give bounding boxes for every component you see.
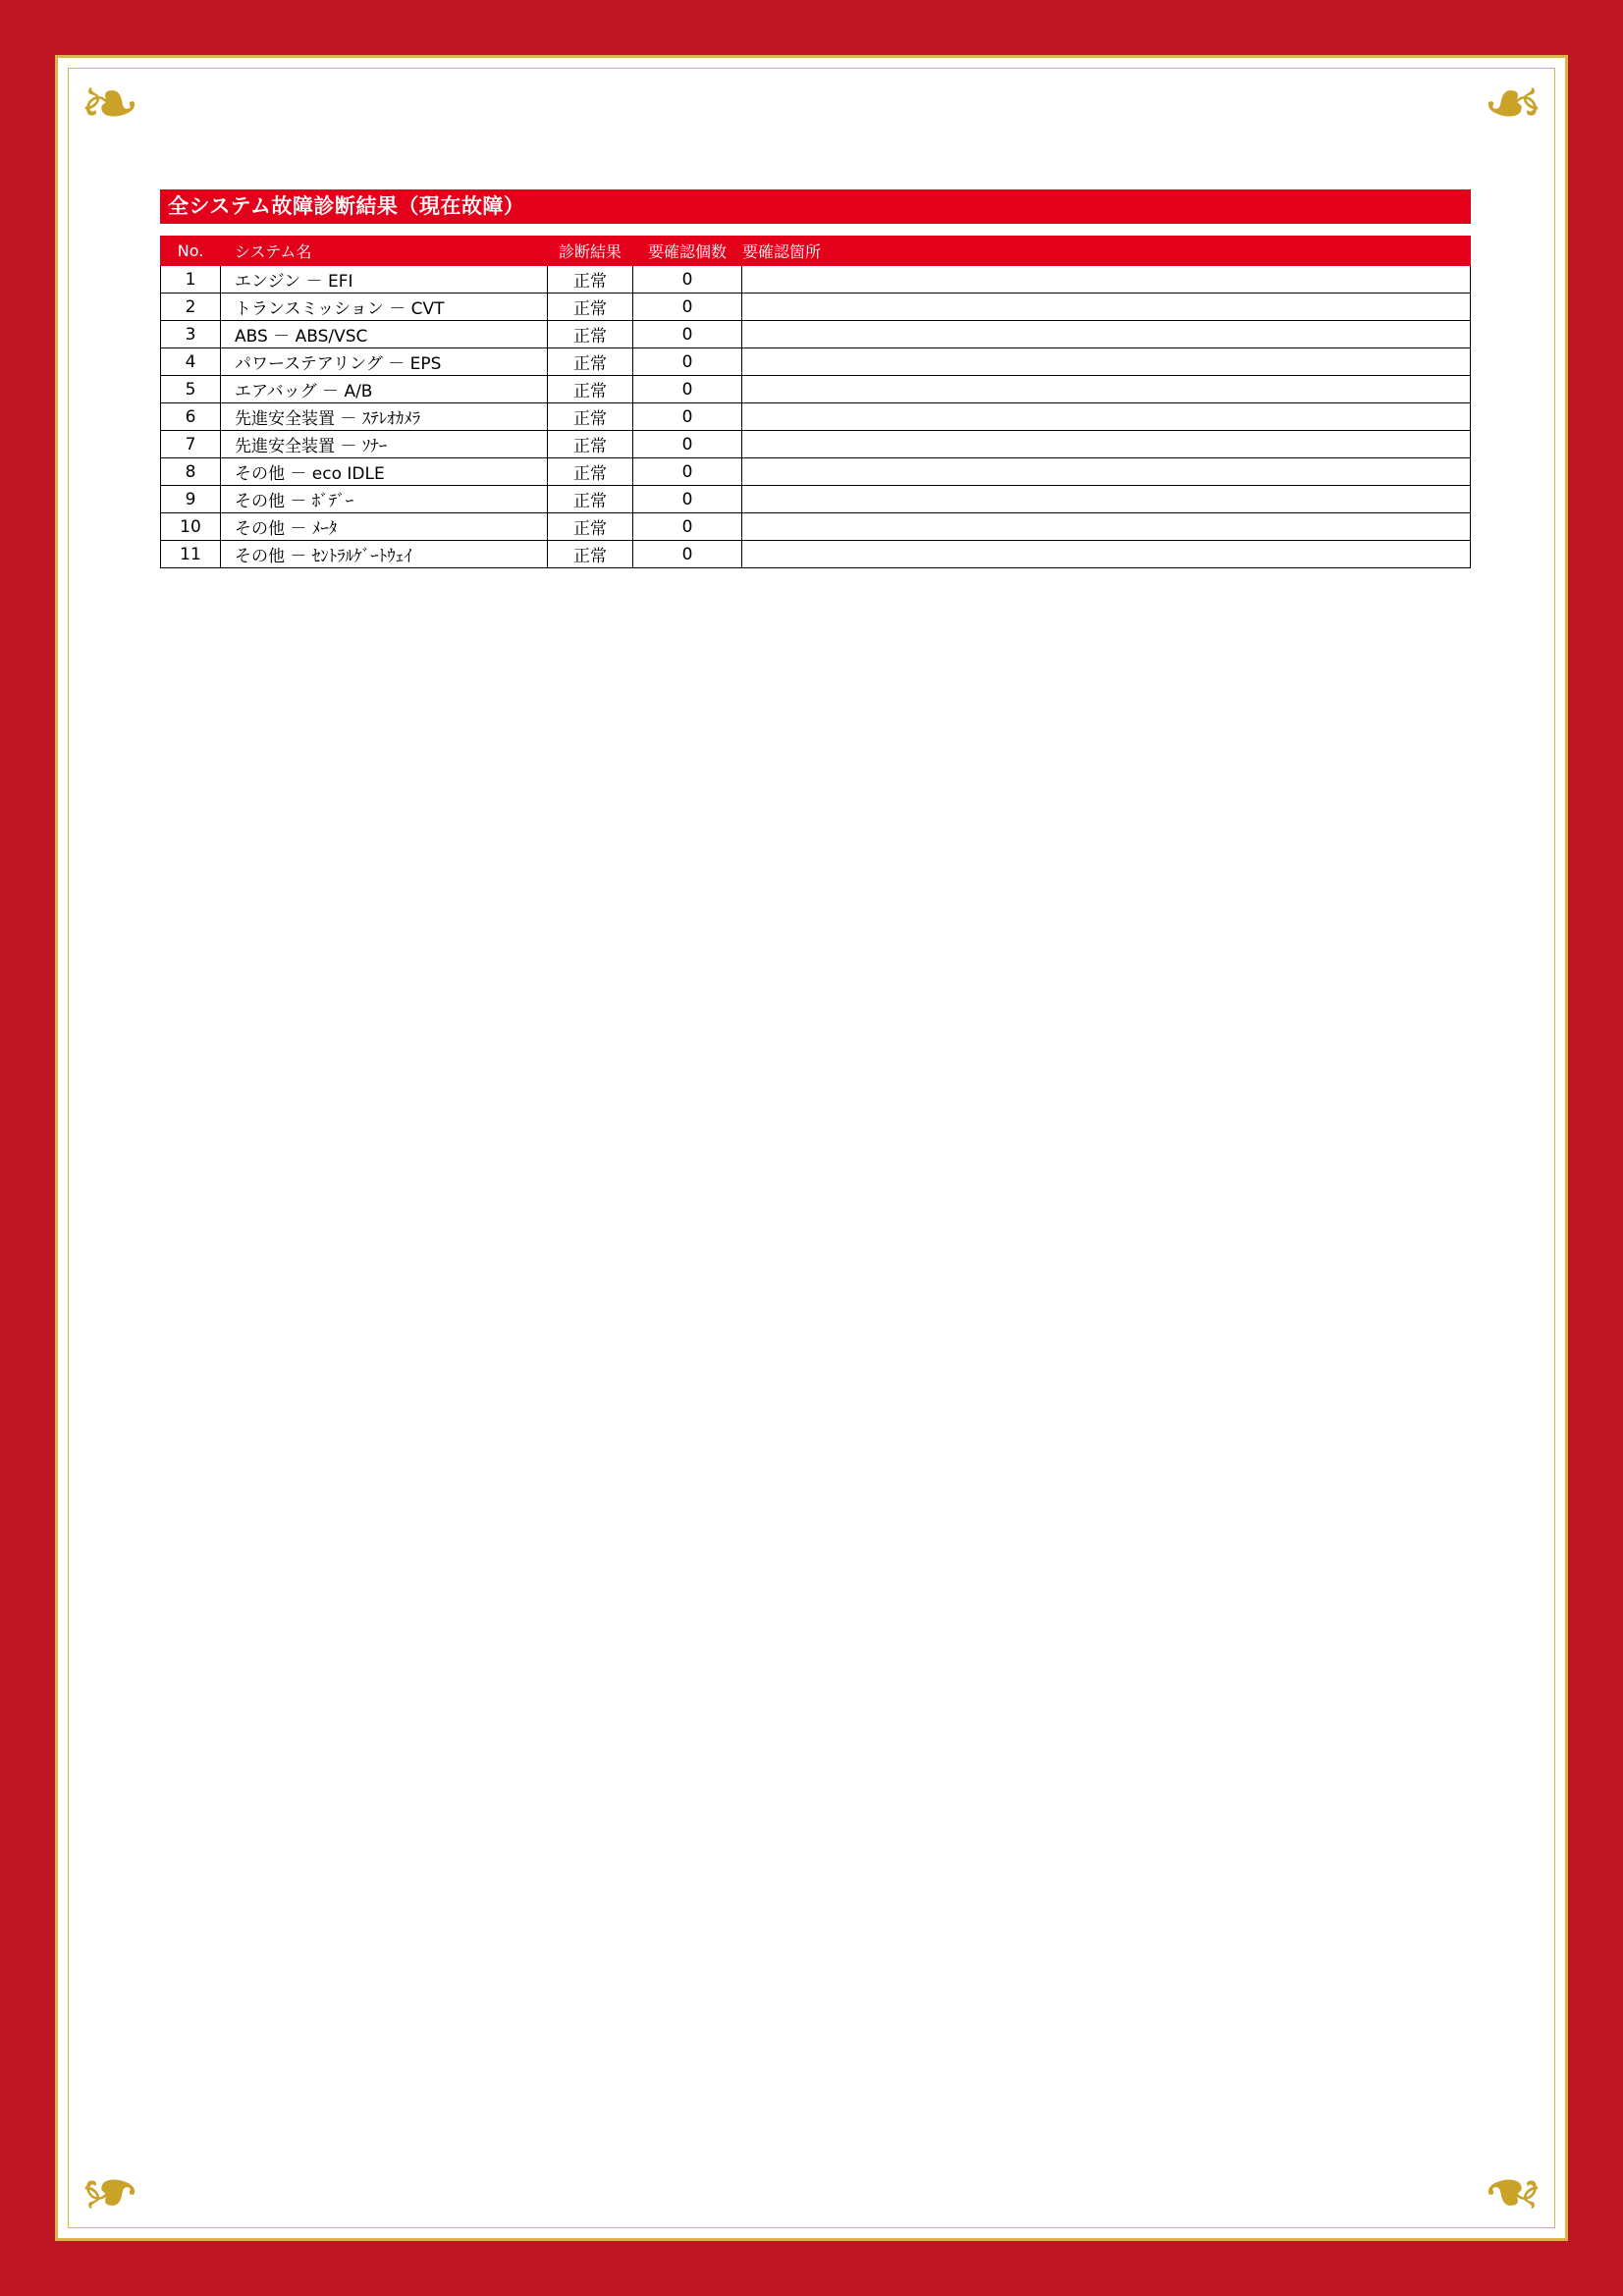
cell-location: [742, 513, 1471, 541]
cell-count: 0: [633, 431, 742, 458]
cell-system: 先進安全装置 － ｿﾅｰ: [221, 431, 548, 458]
cell-no: 6: [161, 403, 221, 431]
cell-system: エアバッグ － A/B: [221, 376, 548, 403]
table-row: [161, 348, 1471, 376]
cell-no: 4: [161, 348, 221, 376]
cell-system: その他 － eco IDLE: [221, 458, 548, 486]
cell-system: エンジン － EFI: [221, 266, 548, 294]
corner-flourish-icon: ❧: [79, 2150, 140, 2234]
cell-location: [742, 541, 1471, 568]
table-row: [161, 486, 1471, 513]
cell-system: ABS － ABS/VSC: [221, 321, 548, 348]
table-row: [161, 266, 1471, 294]
cell-no: 11: [161, 541, 221, 568]
cell-count: 0: [633, 321, 742, 348]
cell-no: 8: [161, 458, 221, 486]
cell-location: [742, 376, 1471, 403]
table-row: [161, 294, 1471, 321]
cell-count: 0: [633, 458, 742, 486]
cell-result: 正常: [548, 266, 633, 294]
cell-location: [742, 348, 1471, 376]
cell-no: 2: [161, 294, 221, 321]
cell-system: トランスミッション － CVT: [221, 294, 548, 321]
table-header-row: [161, 237, 1471, 266]
cell-no: 10: [161, 513, 221, 541]
column-header-location: 要確認箇所: [742, 237, 1471, 266]
cell-system: 先進安全装置 － ｽﾃﾚｵｶﾒﾗ: [221, 403, 548, 431]
corner-flourish-icon: ❧: [1483, 2150, 1544, 2234]
column-header-result: 診断結果: [548, 237, 633, 266]
table-row: [161, 541, 1471, 568]
cell-result: 正常: [548, 348, 633, 376]
cell-result: 正常: [548, 486, 633, 513]
table-row: [161, 321, 1471, 348]
cell-count: 0: [633, 541, 742, 568]
table-row: [161, 513, 1471, 541]
cell-system: パワーステアリング － EPS: [221, 348, 548, 376]
table-row: [161, 458, 1471, 486]
cell-no: 3: [161, 321, 221, 348]
table-row: [161, 431, 1471, 458]
column-header-system: システム名: [221, 237, 548, 266]
cell-count: 0: [633, 513, 742, 541]
table-body: [161, 266, 1471, 568]
cell-result: 正常: [548, 321, 633, 348]
cell-result: 正常: [548, 403, 633, 431]
diagnostic-result-table: [160, 236, 1471, 568]
cell-count: 0: [633, 376, 742, 403]
cell-location: [742, 294, 1471, 321]
column-header-no: No.: [161, 237, 221, 266]
column-header-count: 要確認個数: [633, 237, 742, 266]
cell-result: 正常: [548, 513, 633, 541]
cell-result: 正常: [548, 294, 633, 321]
cell-count: 0: [633, 486, 742, 513]
cell-location: [742, 321, 1471, 348]
cell-no: 7: [161, 431, 221, 458]
cell-system: その他 － ｾﾝﾄﾗﾙｹﾞｰﾄｳｪｲ: [221, 541, 548, 568]
cell-location: [742, 266, 1471, 294]
cell-result: 正常: [548, 376, 633, 403]
document-content: [160, 189, 1471, 568]
cell-location: [742, 403, 1471, 431]
table-row: [161, 376, 1471, 403]
cell-location: [742, 458, 1471, 486]
cell-result: 正常: [548, 431, 633, 458]
cell-count: 0: [633, 266, 742, 294]
cell-no: 1: [161, 266, 221, 294]
cell-result: 正常: [548, 541, 633, 568]
section-title: 全システム故障診断結果（現在故障）: [160, 189, 1471, 224]
corner-flourish-icon: ❧: [79, 62, 140, 146]
cell-count: 0: [633, 348, 742, 376]
corner-flourish-icon: ❧: [1483, 62, 1544, 146]
cell-no: 5: [161, 376, 221, 403]
cell-no: 9: [161, 486, 221, 513]
table-row: [161, 403, 1471, 431]
cell-system: その他 － ﾎﾞﾃﾞｰ: [221, 486, 548, 513]
cell-location: [742, 431, 1471, 458]
cell-count: 0: [633, 403, 742, 431]
cell-location: [742, 486, 1471, 513]
cell-result: 正常: [548, 458, 633, 486]
cell-system: その他 － ﾒｰﾀ: [221, 513, 548, 541]
cell-count: 0: [633, 294, 742, 321]
ornamental-frame-outer: [55, 55, 1568, 2241]
